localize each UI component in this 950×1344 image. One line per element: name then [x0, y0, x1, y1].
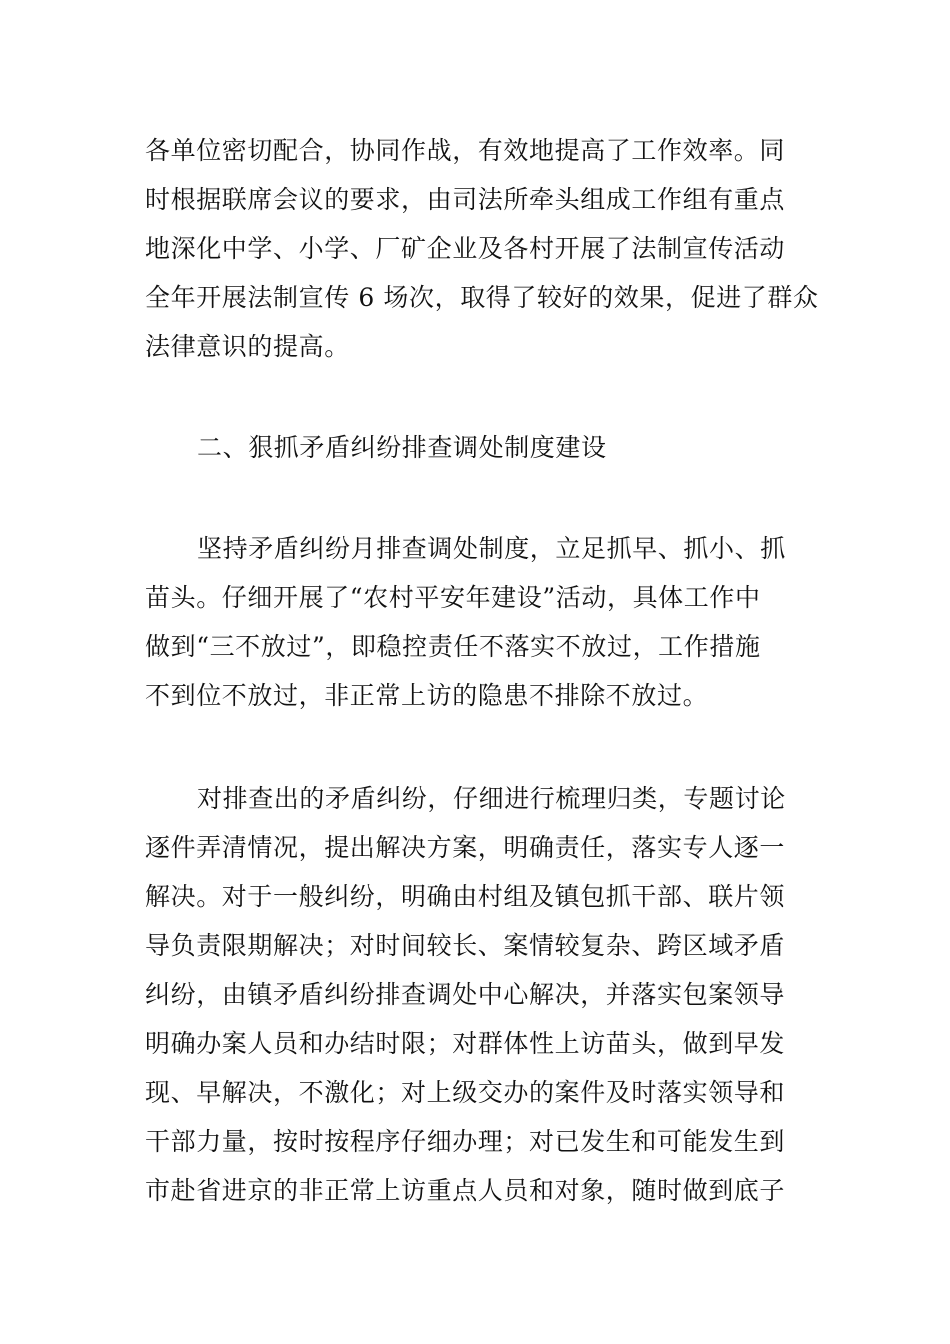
paragraph-1-line: 地深化中学、小学、厂矿企业及各村开展了法制宣传活动	[145, 234, 786, 263]
paragraph-3-line: 干部力量，按时按程序仔细办理；对已发生和可能发生到	[145, 1127, 786, 1156]
paragraph-3-line: 导负责限期解决；对时间较长、案情较复杂、跨区域矛盾	[145, 931, 786, 960]
section-heading	[145, 423, 815, 472]
paragraph-1-line: 法律意识的提高。	[145, 332, 350, 361]
paragraph-1	[145, 126, 819, 371]
paragraph-1-line: 各单位密切配合，协同作战，有效地提高了工作效率。同	[145, 136, 786, 165]
paragraph-3-line: 明确办案人员和办结时限；对群体性上访苗头，做到早发	[145, 1029, 786, 1058]
section-heading-text: 二、狠抓矛盾纠纷排查调处制度建设	[197, 433, 607, 462]
paragraph-3-line: 对排查出的矛盾纠纷，仔细进行梳理归类，专题讨论	[197, 784, 786, 813]
paragraph-3-line: 纠纷，由镇矛盾纠纷排查调处中心解决，并落实包案领导	[145, 980, 786, 1009]
paragraph-2-line: 做到“三不放过”，即稳控责任不落实不放过，工作措施	[145, 632, 761, 661]
paragraph-3-line: 解决。对于一般纠纷，明确由村组及镇包抓干部、联片领	[145, 882, 786, 911]
paragraph-2-line: 不到位不放过，非正常上访的隐患不排除不放过。	[145, 681, 709, 710]
paragraph-1-line: 时根据联席会议的要求，由司法所牵头组成工作组有重点	[145, 185, 786, 214]
paragraph-3-line: 现、早解决，不激化；对上级交办的案件及时落实领导和	[145, 1078, 786, 1107]
paragraph-3	[145, 774, 815, 1215]
paragraph-3-line: 市赴省进京的非正常上访重点人员和对象，随时做到底子	[145, 1176, 786, 1205]
paragraph-2-line: 坚持矛盾纠纷月排查调处制度，立足抓早、抓小、抓	[197, 534, 786, 563]
paragraph-3-line: 逐件弄清情况，提出解决方案，明确责任，落实专人逐一	[145, 833, 786, 862]
paragraph-1-line: 全年开展法制宣传 6 场次，取得了较好的效果，促进了群众	[145, 283, 819, 312]
paragraph-2-line: 苗头。仔细开展了“农村平安年建设”活动，具体工作中	[145, 583, 761, 612]
paragraph-2	[145, 524, 815, 720]
